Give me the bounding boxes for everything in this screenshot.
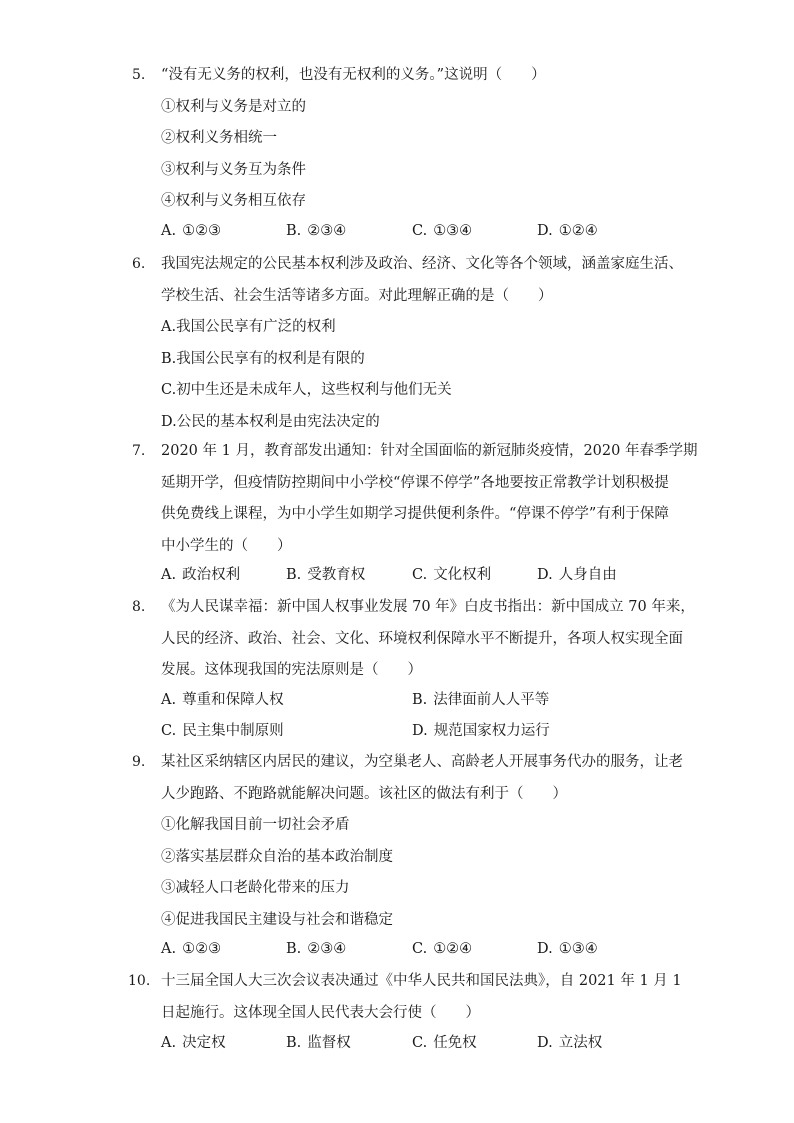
option-a[interactable]: A. 决定权: [161, 1035, 226, 1051]
option-a[interactable]: A. 政治权利: [161, 567, 241, 583]
question-stem: [161, 60, 661, 218]
option-b[interactable]: B. 监督权: [286, 1035, 351, 1051]
option-d[interactable]: D. 规范国家权力运行: [412, 723, 550, 739]
option-a[interactable]: A.我国公民享有广泛的权利: [161, 319, 336, 335]
stem-line: 某社区采纳辖区内居民的建议，为空巢老人、高龄老人开展事务代办的服务，让老: [161, 754, 683, 770]
statement-3: ③减轻人口老龄化带来的压力: [161, 880, 350, 896]
statement-4: ④促进我国民主建设与社会和谐稳定: [161, 911, 393, 928]
question-number: 6.: [132, 256, 146, 272]
question-number: 7.: [132, 443, 146, 459]
option-d[interactable]: D. ①②④: [537, 223, 598, 239]
stem-line: 人民的经济、政治、社会、文化、环境权利保障水平不断提升，各项人权实现全面: [161, 630, 683, 647]
question-number: 10.: [128, 973, 151, 989]
option-c[interactable]: C. ①③④: [412, 223, 473, 239]
option-d[interactable]: D.公民的基本权利是由宪法决定的: [161, 413, 380, 430]
question-stem: [161, 966, 682, 1029]
stem-line: 十三届全国人大三次会议表决通过《中华人民共和国民法典》，自 2021 年 1 月 1: [161, 973, 682, 989]
stem-line: “没有无义务的权利，也没有无权利的义务。”这说明（ ）: [161, 67, 546, 83]
option-a[interactable]: A. ①②③: [161, 941, 222, 957]
option-c[interactable]: C. 文化权利: [412, 567, 492, 583]
question-stem: [161, 436, 698, 562]
statement-2: ②权利义务相统一: [161, 130, 277, 146]
option-d[interactable]: D. 人身自由: [537, 567, 617, 583]
option-c[interactable]: C.初中生还是未成年人，这些权利与他们无关: [161, 382, 452, 398]
question-stem: [161, 249, 683, 438]
option-d[interactable]: D. 立法权: [537, 1035, 603, 1051]
stem-line: 中小学生的（ ）: [161, 537, 292, 554]
option-c[interactable]: C. 民主集中制原则: [161, 723, 284, 739]
question-stem: [161, 592, 695, 687]
option-c[interactable]: C. 任免权: [412, 1035, 477, 1051]
stem-line: 2020 年 1 月，教育部发出通知：针对全国面临的新冠肺炎疫情，2020 年春季学期: [161, 443, 698, 459]
stem-line: 人少跑路、不跑路就能解决问题。该社区的做法有利于（ ）: [161, 785, 567, 802]
stem-line: 学校生活、社会生活等诸多方面。对此理解正确的是（ ）: [161, 287, 553, 304]
statement-1: ①权利与义务是对立的: [161, 98, 306, 115]
question-stem: [161, 747, 683, 936]
option-b[interactable]: B. ②③④: [286, 941, 347, 957]
option-c[interactable]: C. ①②④: [412, 941, 473, 957]
option-b[interactable]: B. 受教育权: [286, 567, 366, 583]
stem-line: 发展。这体现我国的宪法原则是（ ）: [161, 662, 422, 678]
option-d[interactable]: D. ①③④: [537, 941, 598, 957]
option-b[interactable]: B. ②③④: [286, 223, 347, 239]
statement-1: ①化解我国目前一切社会矛盾: [161, 817, 350, 833]
statement-4: ④权利与义务相互依存: [161, 193, 306, 209]
question-number: 5.: [132, 67, 146, 83]
option-b[interactable]: B.我国公民享有的权利是有限的: [161, 350, 365, 367]
stem-line: 延期开学，但疫情防控期间中小学校“停课不停学”各地要按正常教学计划积极提: [161, 474, 669, 491]
question-number: 8.: [132, 599, 146, 615]
option-a[interactable]: A. 尊重和保障人权: [161, 692, 284, 708]
option-b[interactable]: B. 法律面前人人平等: [412, 692, 550, 708]
statement-3: ③权利与义务互为条件: [161, 161, 306, 178]
stem-line: 供免费线上课程，为中小学生如期学习提供便利条件。“停课不停学”有利于保障: [161, 506, 669, 522]
stem-line: 《为人民谋幸福：新中国人权事业发展 70 年》白皮书指出：新中国成立 70 年来，: [161, 599, 695, 615]
stem-line: 日起施行。这体现全国人民代表大会行使（ ）: [161, 1004, 480, 1021]
stem-line: 我国宪法规定的公民基本权利涉及政治、经济、文化等各个领域，涵盖家庭生活、: [161, 256, 683, 272]
statement-2: ②落实基层群众自治的基本政治制度: [161, 848, 393, 865]
option-a[interactable]: A. ①②③: [161, 223, 222, 239]
question-number: 9.: [132, 754, 146, 770]
